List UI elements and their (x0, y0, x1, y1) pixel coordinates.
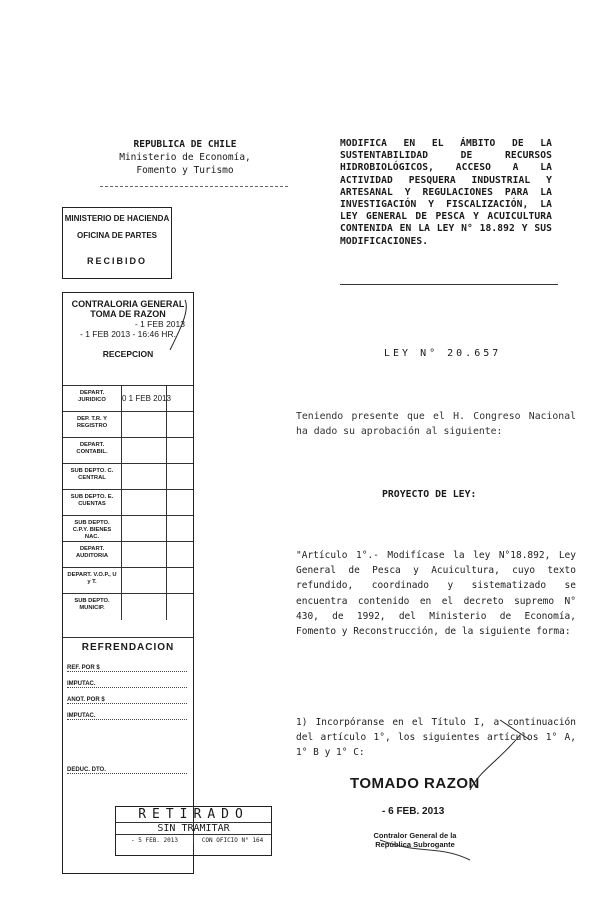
recepcion-label: RECEPCION (102, 349, 154, 359)
country-name: REPUBLICA DE CHILE (133, 139, 237, 150)
ministry-line2: Fomento y Turismo (136, 165, 234, 176)
article-1-paragraph: "Artículo 1°.- Modifícase la ley N°18.892, Ley General de Pesca y Acuicultura, cuyo texto refundido, coordinado y sistematizado se encuentra contenido en el decreto supremo N° 430, de 1992, del Ministerio de Economía, Fomento y Reconstrucción, de la siguiente forma: (296, 550, 576, 638)
routing-row-label: DEPART. JURIDICO (78, 390, 106, 403)
hacienda-ministry: MINISTERIO DE HACIENDA (64, 214, 170, 223)
ink-stroke (500, 720, 530, 740)
retirado-date: - 5 FEB. 2013 (131, 837, 178, 844)
ministry-line1: Ministerio de Economía, (119, 152, 251, 163)
ink-stroke (470, 735, 520, 790)
refrendacion-line: IMPUTAC. (67, 713, 187, 720)
tomado-razon-date: - 6 FEB. 2013 (382, 806, 445, 817)
routing-row-label: SUB DEPTO. MUNICIP. (74, 598, 110, 611)
tomado-razon-stamp: TOMADO RAZON (350, 775, 480, 792)
refrendacion-line: IMPUTAC. (67, 681, 187, 688)
refrendacion-line: REF. POR $ (67, 665, 187, 672)
refrendacion-title: REFRENDACION (63, 637, 193, 653)
routing-row-value: 0 1 FEB 2013 (121, 386, 167, 412)
routing-row-label: SUB DEPTO. E. CUENTAS (70, 494, 114, 507)
routing-row-label: DEPART. CONTABIL. (76, 442, 108, 455)
proyecto-heading: PROYECTO DE LEY: (382, 489, 477, 500)
hacienda-office: OFICINA DE PARTES (76, 231, 157, 240)
law-title: MODIFICA EN EL ÁMBITO DE LA SUSTENTABILIDAD DE RECURSOS HIDROBIOLÓGICOS, ACCESO A LA ACTIVIDAD PESQUERA INDUSTRIAL Y ARTESANAL Y REGULACIONES PARA LA INVESTIGACIÓN Y FISCALIZACIÓN, LA LEY GENERAL DE PESCA Y ACUICULTURA CONTENIDA EN LA LEY N° 18.892 Y SUS MODIFICACIONES. (340, 138, 552, 247)
refrendacion-line: ANOT. POR $ (67, 697, 187, 704)
intro-paragraph: Teniendo presente que el H. Congreso Nacional ha dado su aprobación al siguiente: (296, 411, 576, 437)
law-number: LEY N° 20.657 (384, 348, 502, 359)
contralor-signature-block: Contralor General de la República Subrogante (373, 831, 457, 849)
stamp-date-1: - 1 FEB 2013 (134, 319, 185, 329)
article-1-item-1: 1) Incorpóranse en el Título I, a continuación del artículo 1°, los siguientes artículos 1° A, 1° B y 1° C: (296, 717, 576, 759)
routing-row-label: DEP. T.R. Y REGISTRO (76, 416, 108, 429)
hacienda-received: RECIBIDO (86, 256, 147, 266)
signature-stroke (380, 840, 470, 860)
retirado-label: RETIRADO (138, 807, 249, 822)
retirado-oficio: CON OFICIO N° 164 (193, 835, 271, 844)
ink-stroke (170, 300, 186, 350)
routing-row-label: DEPART. V.O.P., U y T. (67, 572, 117, 585)
routing-row-label: DEPART. AUDITORIA (75, 546, 109, 559)
refrendacion-line: DEDUC. DTO. (67, 767, 187, 774)
toma-razon-title: TOMA DE RAZON (90, 309, 166, 319)
sin-tramitar-label: SIN TRAMITAR (116, 822, 271, 834)
contraloria-title: CONTRALORIA GENERAL (71, 299, 185, 309)
routing-row-label: SUB DEPTO. C. CENTRAL (70, 468, 114, 481)
stamp-date-2: - 1 FEB 2013 - 16:46 HR. (80, 329, 176, 339)
routing-row-label: SUB DEPTO. C.P.Y. BIENES NAC. (72, 520, 112, 540)
